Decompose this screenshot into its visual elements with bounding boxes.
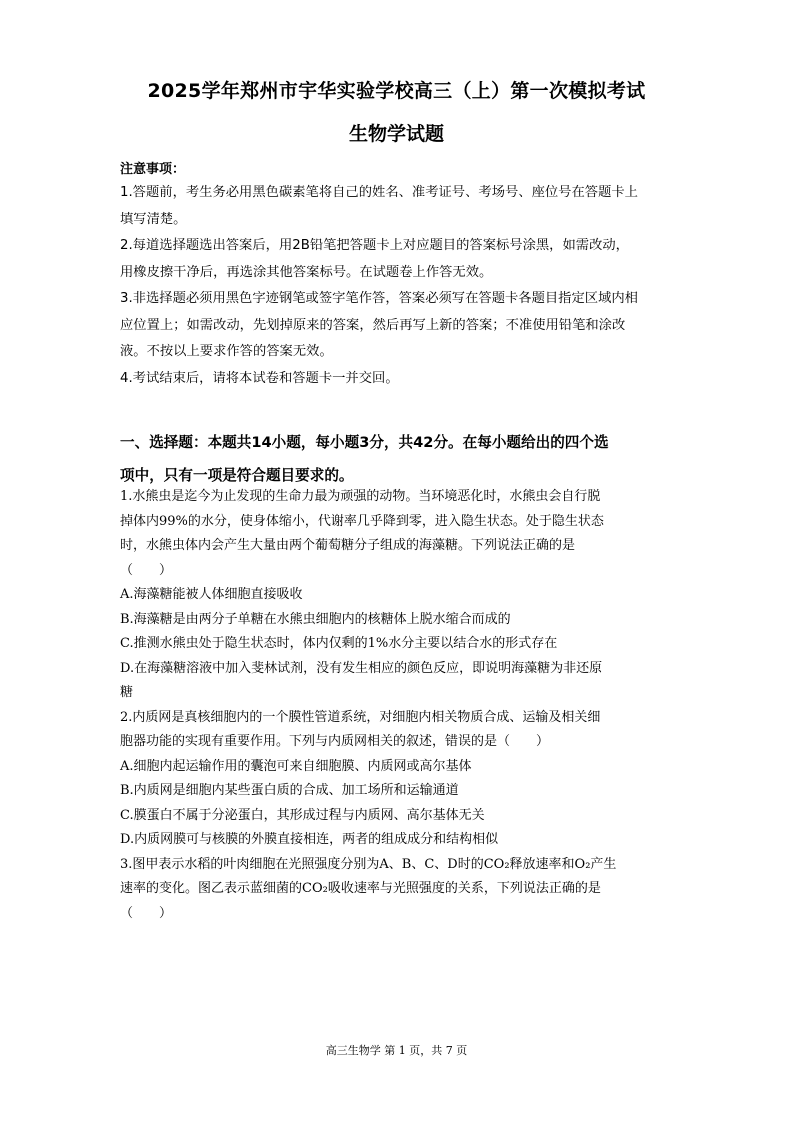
note-line: 应位置上；如需改动，先划掉原来的答案，然后再写上新的答案；不准使用铅笔和涂改	[120, 317, 626, 333]
option-line: A.细胞内起运输作用的囊泡可来自细胞膜、内质网或高尔基体	[120, 758, 472, 774]
note-line: 填写清楚。	[120, 211, 187, 227]
section-heading-line: 一、选择题：本题共14小题，每小题3分，共42分。在每小题给出的四个选	[120, 434, 609, 451]
question-line: （ ）	[120, 562, 173, 578]
note-line: 用橡皮擦干净后，再选涂其他答案标号。在试题卷上作答无效。	[120, 264, 493, 280]
option-line: C.膜蛋白不属于分泌蛋白，其形成过程与内质网、高尔基体无关	[120, 807, 485, 823]
exam-title: 2025学年郑州市宇华实验学校高三（上）第一次模拟考试	[147, 80, 646, 102]
notes-block	[120, 180, 680, 392]
option-line: D.在海藻糖溶液中加入斐林试剂，没有发生相应的颜色反应，即说明海藻糖为非还原	[120, 660, 603, 676]
section-heading	[120, 426, 680, 492]
option-line: B.内质网是细胞内某些蛋白质的合成、加工场所和运输通道	[120, 783, 459, 798]
note-line: 3.非选择题必须用黑色字迹钢笔或签字笔作答，答案必须写在答题卡各题目指定区域内相	[120, 291, 638, 306]
page-footer: 高三生物学 第 1 页，共 7 页	[325, 1044, 468, 1057]
note-line: 4.考试结束后，请将本试卷和答题卡一并交回。	[120, 370, 399, 386]
question-line: 胞器功能的实现有重要作用。下列与内质网相关的叙述，错误的是（ ）	[120, 734, 550, 749]
section-heading-line: 项中，只有一项是符合题目要求的。	[120, 467, 354, 484]
note-line: 2.每道选择题选出答案后，用2B铅笔把答题卡上对应题目的答案标号涂黑，如需改动，	[120, 238, 629, 253]
option-line: C.推测水熊虫处于隐生状态时，体内仅剩的1%水分主要以结合水的形式存在	[120, 636, 558, 651]
exam-subtitle: 生物学试题	[348, 123, 444, 145]
question-line: （ ）	[120, 905, 173, 921]
question-line: 时，水熊虫体内会产生大量由两个葡萄糖分子组成的海藻糖。下列说法正确的是	[120, 538, 576, 553]
question-line: 1.水熊虫是迄今为止发现的生命力最为顽强的动物。当环境恶化时，水熊虫会自行脱	[120, 489, 601, 504]
question-line: 掉体内99%的水分，使身体缩小，代谢率几乎降到零，进入隐生状态。处于隐生状态	[120, 513, 604, 529]
notes-heading: 注意事项：	[120, 162, 186, 177]
question-line: 3.图甲表示水稻的叶肉细胞在光照强度分别为A、B、C、D时的CO₂释放速率和O₂产生	[120, 856, 617, 872]
note-line: 1.答题前，考生务必用黑色碳素笔将自己的姓名、准考证号、考场号、座位号在答题卡上	[120, 185, 638, 200]
note-line: 液。不按以上要求作答的答案无效。	[120, 344, 333, 359]
option-line: D.内质网膜可与核膜的外膜直接相连，两者的组成成分和结构相似	[120, 832, 499, 847]
question-line: 2.内质网是真核细胞内的一个膜性管道系统，对细胞内相关物质合成、运输及相关细	[120, 709, 601, 725]
question-line: 速率的变化。图乙表示蓝细菌的CO₂吸收速率与光照强度的关系，下列说法正确的是	[120, 881, 601, 896]
option-line: 糖	[120, 685, 134, 700]
option-line: B.海藻糖是由两分子单糖在水熊虫细胞内的核糖体上脱水缩合而成的	[120, 611, 511, 627]
option-line: A.海藻糖能被人体细胞直接吸收	[120, 587, 303, 602]
questions-block	[120, 485, 680, 926]
